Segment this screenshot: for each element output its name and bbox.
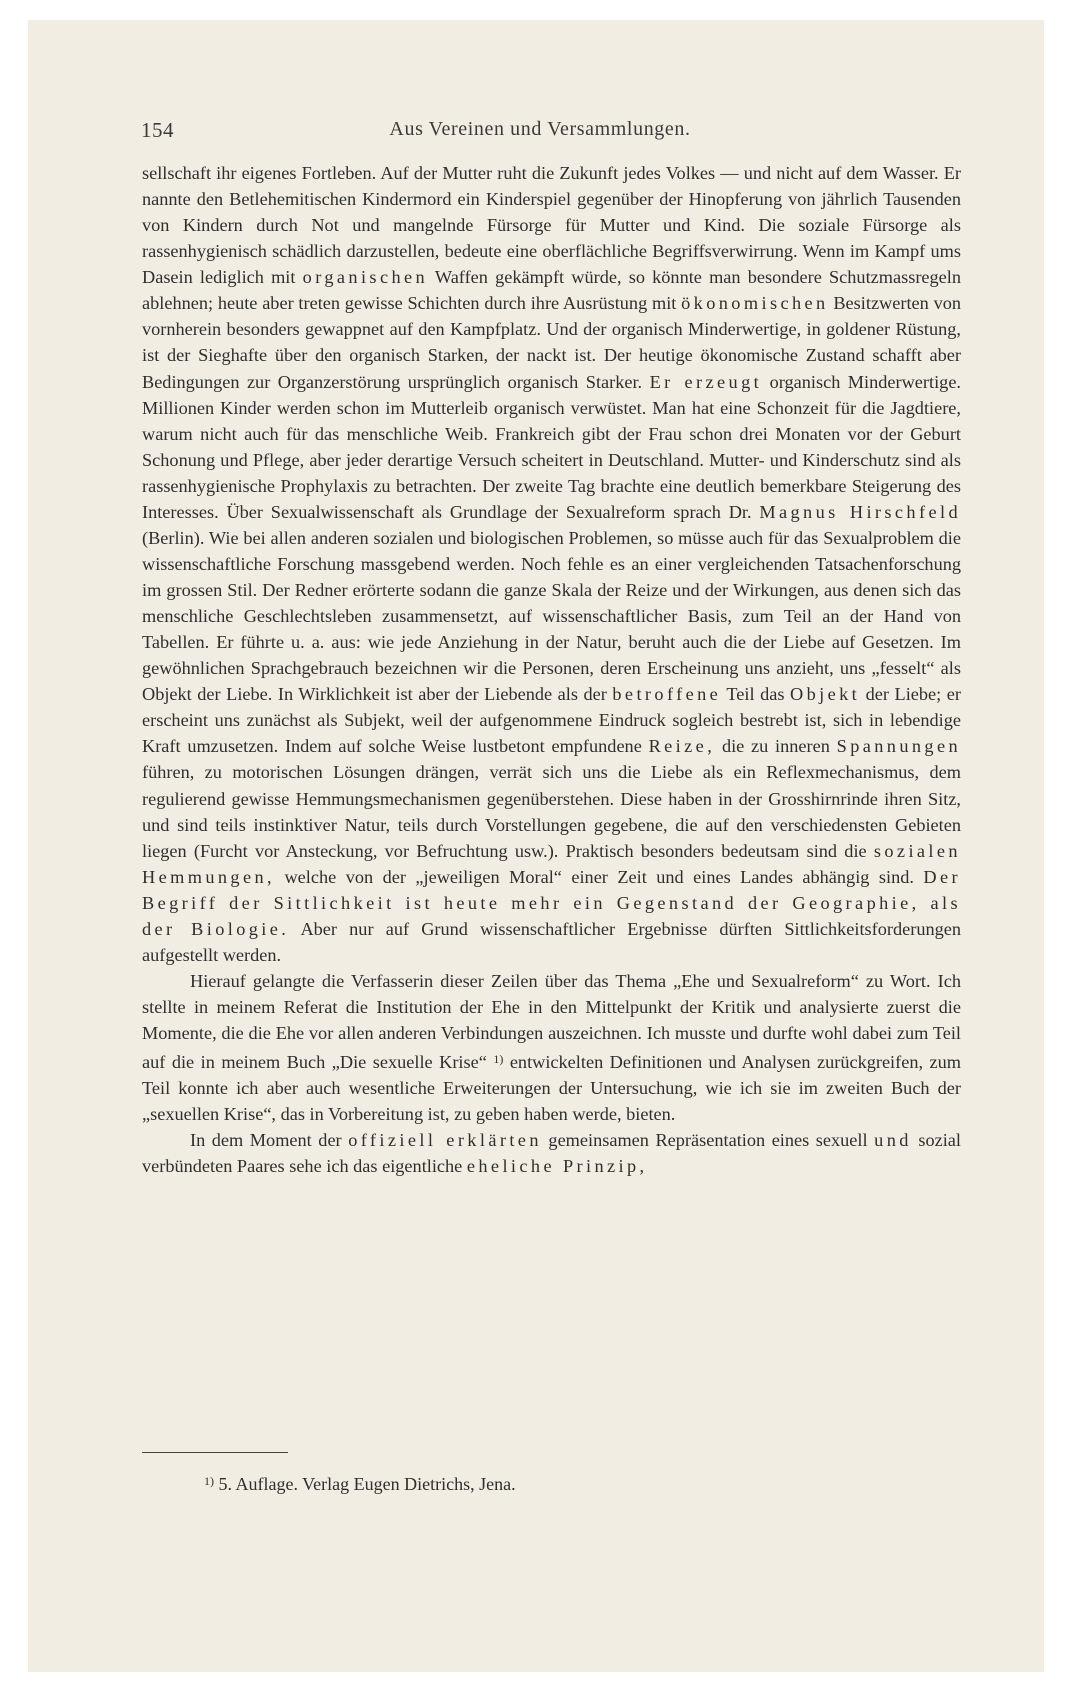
text-run: (Berlin). Wie bei allen anderen sozialen und biologischen Problemen, so müsse auch für das Sexualproblem die wissenschaftliche Forschung massgebend werden. Noch fehle es an einer vergleichenden Tatsachenforschung im grossen Stil. Der Redner erörterte sodann die ganze Skala der Reize und der Wirkungen, aus denen sich das menschliche Geschlechtsleben zusammensetzt, auf wissenschaftlicher Basis, zum Teil an der Hand von Tabellen. Er führte u. a. aus: wie jede Anziehung in der Natur, beruht auch die der Liebe auf Gesetzen. Im gewöhnlichen Sprachgebrauch bezeichnen wir die Personen, deren Erscheinung uns anzieht, uns „fesselt“ als Objekt der Liebe. In Wirklichkeit ist aber der Liebende als der: [142, 527, 961, 705]
page-body: [142, 160, 961, 1179]
spaced-emphasis: Er erzeugt: [649, 371, 763, 392]
footnote: [204, 1474, 516, 1495]
spaced-emphasis: Spannungen: [836, 736, 962, 757]
paragraph-hirschfeld-report: [142, 160, 961, 968]
spaced-emphasis: Reize,: [648, 736, 716, 757]
text-run: sozial verbündeten Paares sehe ich das eigentliche: [142, 1130, 961, 1177]
text-run: Teil das: [726, 684, 785, 705]
text-run: Besitzwerten von vornherein besonders gewappnet auf den Kampfplatz. Und der organisch Minderwertige, in goldener Rüstung, ist der Sieghafte über den organisch Starken, der nackt ist. Der heutige ökonomische Zustand schafft aber Bedingungen zur Organzerstörung ursprünglich organisch Starker.: [142, 293, 961, 392]
spaced-emphasis: offiziell erklärten: [348, 1130, 542, 1151]
text-run: Hierauf gelangte die Verfasserin dieser Zeilen über das Thema „Ehe und Sexualreform“ zu Wort. Ich stellte in meinem Referat die Institution der Ehe in den Mittelpunkt der Kritik und analysierte zuerst die Momente, die die Ehe vor allen anderen Verbindungen auszeichnen. Ich musste und durfte wohl dabei zum Teil auf die in meinem Buch „Die sexuelle Krise“: [142, 970, 961, 1073]
spaced-emphasis: Magnus Hirschfeld: [759, 501, 961, 522]
text-run: die zu inneren: [721, 736, 830, 757]
footnote-reference[interactable]: 1): [493, 1052, 504, 1067]
text-run: organisch Minderwertige. Millionen Kinder werden schon im Mutterleib organisch verwüstet. Man hat eine Schonzeit für die Jagdtiere, warum nicht auch für das menschliche Weib. Frankreich gibt der Frau schon drei Monaten vor der Geburt Schonung und Pflege, aber jeder derartige Versuch scheitert in Deutschland. Mutter- und Kinderschutz sind als rassenhygienische Prophylaxis zu betrachten. Der zweite Tag brachte eine deutlich bemerkbare Steigerung des Interesses. Über Sexualwissenschaft als Grundlage der Sexualreform sprach Dr.: [142, 371, 961, 522]
spaced-emphasis: Objekt: [789, 684, 861, 705]
text-run: der Liebe; er erscheint uns zunächst als Subjekt, weil der aufgenommene Eindruck sogleich bestrebt ist, sich in lebendige Kraft umzusetzen. Indem auf solche Weise lustbetont empfundene: [142, 684, 961, 757]
running-title: Aus Vereinen und Versammlungen.: [389, 118, 691, 140]
spaced-emphasis: betroffene: [612, 684, 722, 705]
spaced-emphasis: organischen: [302, 267, 429, 288]
footnote-text: 5. Auflage. Verlag Eugen Dietrichs, Jena.: [218, 1474, 516, 1494]
paragraph-eheliches-prinzip: [142, 1127, 961, 1179]
text-run: entwickelten Definitionen und Analysen zurückgreifen, zum Teil konnte ich aber auch wesentliche Erweiterungen der Untersuchung, wie ich sie im zweiten Buch der „sexuellen Krise“, das in Vorbereitung ist, zu geben haben werde, bieten.: [142, 1052, 961, 1125]
text-run: Aber nur auf Grund wissenschaftlicher Ergebnisse dürften Sittlichkeitsforderungen aufgestellt werden.: [142, 918, 962, 965]
text-run: Waffen gekämpft würde, so könnte man besondere Schutzmassregeln ablehnen; heute aber treten gewisse Schichten durch ihre Ausrüstung mit: [142, 267, 961, 314]
text-run: führen, zu motorischen Lösungen drängen, verrät sich uns die Liebe als ein Reflexmechanismus, dem regulierend gewisse Hemmungsmechanismen gegenüberstehen. Diese haben in der Grosshirnrinde ihren Sitz, und sind teils instinktiver Natur, teils durch Vorstellungen gegebene, die auf den verschiedensten Gebieten liegen (Furcht vor Ansteckung, vor Befruchtung usw.). Praktisch besonders bedeutsam sind die: [142, 762, 961, 861]
text-run: sellschaft ihr eigenes Fortleben. Auf der Mutter ruht die Zukunft jedes Volkes — und nicht auf dem Wasser. Er nannte den Betlehemitischen Kindermord ein Kinderspiel gegenüber der Hinopferung von jährlich Tausenden von Kindern durch Not und mangelnde Fürsorge für Mutter und Kind. Die soziale Fürsorge als rassenhygienisch schädlich darzustellen, bedeute eine oberflächliche Begriffsverwirrung. Wenn im Kampf ums Dasein lediglich mit: [142, 163, 961, 288]
text-run: welche von der „jeweiligen Moral“ einer Zeit und eines Landes abhängig sind.: [284, 866, 914, 887]
spaced-emphasis: eheliche Prinzip,: [466, 1156, 648, 1177]
footnote-divider: [142, 1452, 288, 1453]
spaced-emphasis: sozialen Hemmungen,: [142, 840, 961, 887]
text-run: In dem Moment der: [190, 1130, 342, 1151]
text-run: gemeinsamen Repräsentation eines sexuell: [548, 1130, 868, 1151]
paragraph-ehe-und-sexualreform: [142, 968, 961, 1127]
spaced-emphasis: Der Begriff der Sittlichkeit ist heute mehr ein Gegenstand der Geographie, als der Biologie.: [142, 866, 962, 939]
page-number: 154: [141, 118, 174, 142]
spaced-emphasis: und: [874, 1130, 912, 1151]
footnote-mark: 1): [204, 1474, 214, 1488]
spaced-emphasis: ökonomischen: [681, 293, 829, 314]
